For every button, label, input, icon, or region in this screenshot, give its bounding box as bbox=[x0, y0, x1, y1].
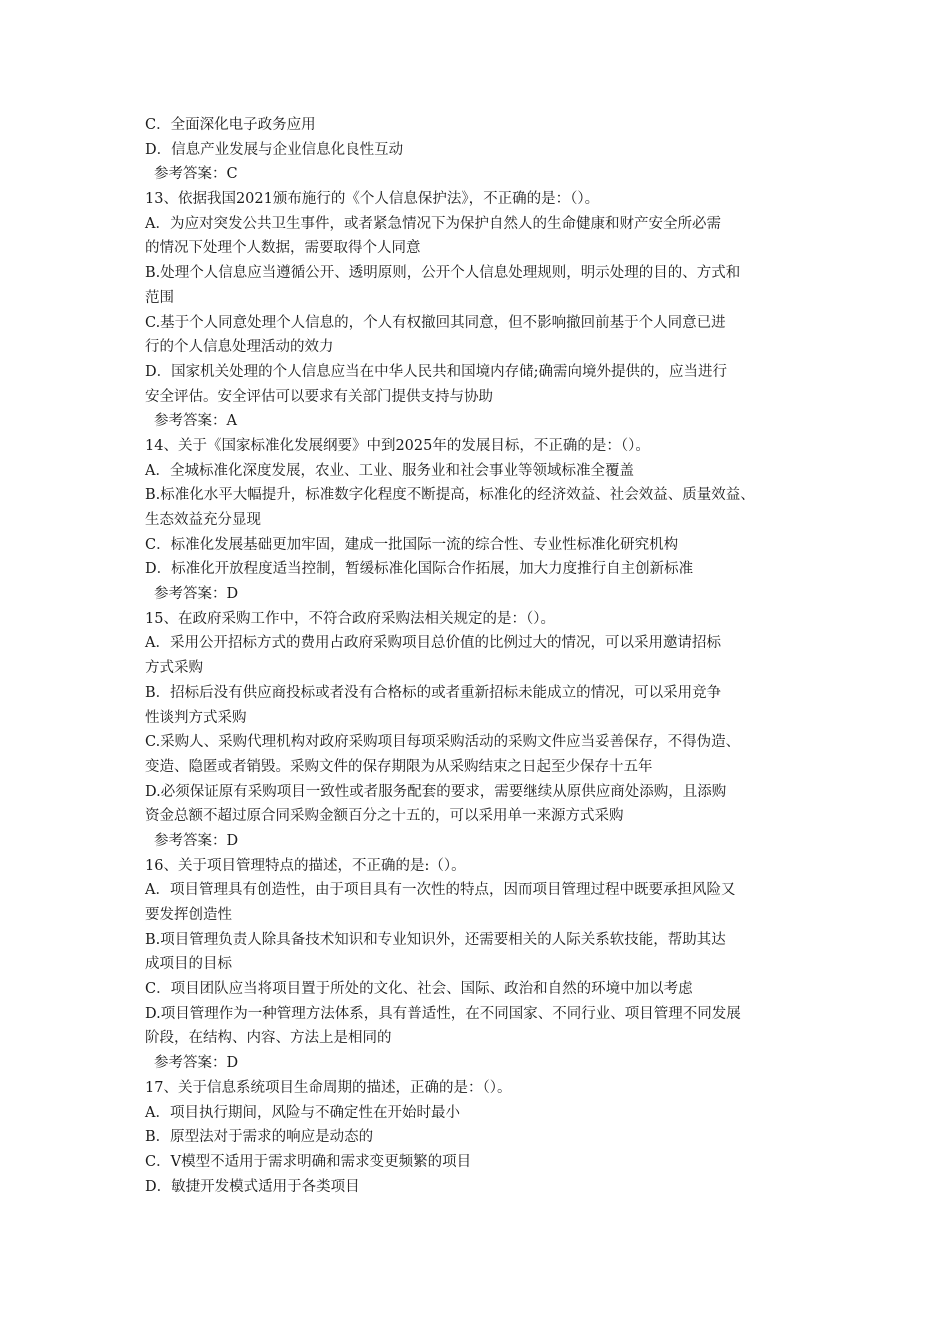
answer-line: 参考答案：C bbox=[154, 166, 238, 183]
option-line: C．V模型不适用于需求明确和需求变更频繁的项目 bbox=[145, 1153, 472, 1170]
option-line: D．标准化开放程度适当控制，暂缓标准化国际合作拓展，加大力度推行自主创新标准 bbox=[145, 561, 694, 578]
option-line: C．标准化发展基础更加牢固，建成一批国际一流的综合性、专业性标准化研究机构 bbox=[145, 536, 679, 553]
option-line: D．信息产业发展与企业信息化良性互动 bbox=[145, 141, 404, 158]
option-line: C．全面深化电子政务应用 bbox=[145, 117, 316, 133]
option-line: B.项目管理负责人除具备技术知识和专业知识外，还需要相关的人际关系软技能，帮助其达 bbox=[145, 931, 726, 948]
option-line: B.处理个人信息应当遵循公开、透明原则，公开个人信息处理规则，明示处理的目的、方式和 bbox=[145, 265, 741, 282]
answer-line: 参考答案：D bbox=[154, 1055, 239, 1072]
option-line: A．采用公开招标方式的费用占政府采购项目总价值的比例过大的情况，可以采用邀请招标 bbox=[145, 635, 721, 652]
option-line: A．全城标准化深度发展，农业、工业、服务业和社会事业等领域标准全覆盖 bbox=[145, 462, 634, 479]
question-line: 14、关于《国家标准化发展纲要》中到2025年的发展目标，不正确的是：（）。 bbox=[145, 437, 650, 454]
option-continuation-line: 性谈判方式采购 bbox=[145, 709, 247, 726]
option-continuation-line: 资金总额不超过原合同采购金额百分之十五的，可以采用单一来源方式采购 bbox=[145, 808, 624, 825]
answer-line: 参考答案：D bbox=[154, 586, 239, 603]
option-continuation-line: 方式采购 bbox=[145, 660, 203, 677]
option-line: C.基于个人同意处理个人信息的，个人有权撤回其同意，但不影响撤回前基于个人同意已进 bbox=[145, 314, 726, 331]
option-line: A．项目执行期间，风险与不确定性在开始时最小 bbox=[145, 1104, 460, 1121]
option-line: A．为应对突发公共卫生事件，或者紧急情况下为保护自然人的生命健康和财产安全所必需 bbox=[145, 215, 721, 232]
option-continuation-line: 阶段，在结构、内容、方法上是相同的 bbox=[145, 1030, 392, 1047]
option-line: B.标准化水平大幅提升，标准数字化程度不断提高，标准化的经济效益、社会效益、质量效益、 bbox=[145, 487, 755, 504]
answer-line: 参考答案：A bbox=[154, 413, 237, 430]
question-line: 13、依据我国2021颁布施行的《个人信息保护法》，不正确的是：（）。 bbox=[145, 191, 600, 208]
option-line: B．原型法对于需求的响应是动态的 bbox=[145, 1129, 374, 1146]
option-continuation-line: 生态效益充分显现 bbox=[145, 512, 261, 528]
answer-line: 参考答案：D bbox=[154, 832, 239, 849]
option-line: D．国家机关处理的个人信息应当在中华人民共和国境内存储;确需向境外提供的，应当进行 bbox=[145, 363, 728, 380]
option-continuation-line: 范围 bbox=[145, 289, 174, 306]
option-line: D．敏捷开发模式适用于各类项目 bbox=[145, 1178, 360, 1195]
option-continuation-line: 的情况下处理个人数据，需要取得个人同意 bbox=[145, 240, 421, 257]
question-line: 17、关于信息系统项目生命周期的描述，正确的是：（）。 bbox=[145, 1079, 512, 1096]
option-line: C．项目团队应当将项目置于所处的文化、社会、国际、政治和自然的环境中加以考虑 bbox=[145, 981, 693, 998]
option-line: C.采购人、采购代理机构对政府采购项目每项采购活动的采购文件应当妥善保存，不得伪造、 bbox=[145, 734, 741, 751]
exam-text-block bbox=[145, 113, 817, 1199]
option-line: D.必须保证原有采购项目一致性或者服务配套的要求，需要继续从原供应商处添购，且添购 bbox=[145, 783, 727, 800]
option-continuation-line: 变造、隐匿或者销毁。采购文件的保存期限为从采购结束之日起至少保存十五年 bbox=[145, 758, 653, 775]
option-line: D.项目管理作为一种管理方法体系，具有普适性，在不同国家、不同行业、项目管理不同发展 bbox=[145, 1005, 741, 1022]
option-continuation-line: 安全评估。安全评估可以要求有关部门提供支持与协助 bbox=[145, 388, 493, 405]
option-continuation-line: 成项目的目标 bbox=[145, 956, 232, 973]
question-line: 16、关于项目管理特点的描述，不正确的是:（）。 bbox=[145, 857, 466, 874]
option-continuation-line: 要发挥创造性 bbox=[145, 907, 232, 923]
question-line: 15、在政府采购工作中，不符合政府采购法相关规定的是：（）。 bbox=[145, 610, 555, 627]
option-line: A．项目管理具有创造性，由于项目具有一次性的特点，因而项目管理过程中既要承担风险又 bbox=[145, 882, 736, 899]
option-line: B．招标后没有供应商投标或者没有合格标的或者重新招标未能成立的情况，可以采用竞争 bbox=[145, 684, 722, 701]
option-continuation-line: 行的个人信息处理活动的效力 bbox=[145, 339, 334, 356]
